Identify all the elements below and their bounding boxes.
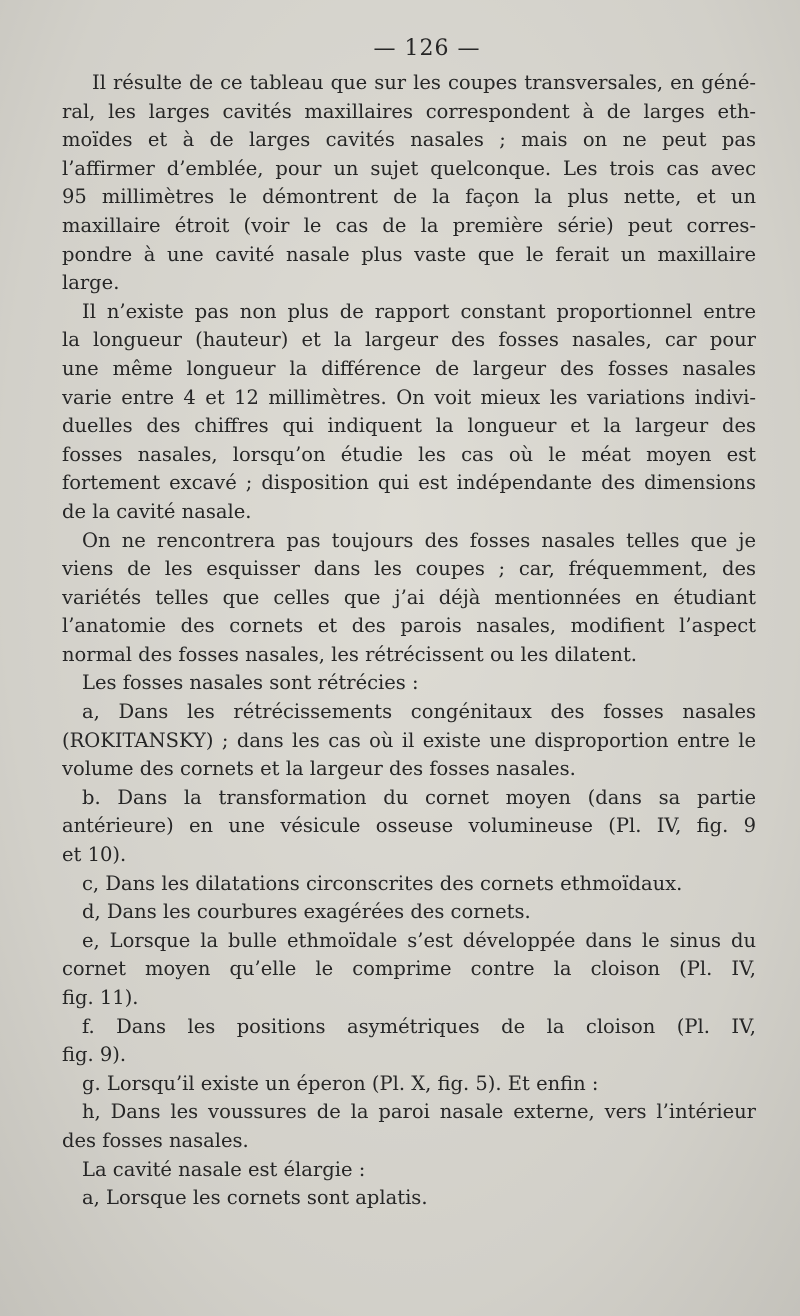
text-line: des fosses nasales. bbox=[62, 1128, 249, 1152]
list-item-a: a, Dans les rétrécissements congénitaux des fosses nasales bbox=[82, 700, 756, 724]
text-line: large. bbox=[62, 271, 120, 295]
text-line: une même longueur la différence de largeur des fosses nasales bbox=[62, 356, 756, 380]
list-item-d: d, Dans les courbures exagérées des cornets. bbox=[82, 900, 531, 924]
text-line: antérieure) en une vésicule osseuse volumineuse (Pl. IV, fig. 9 bbox=[62, 814, 756, 838]
list-item-f: f. Dans les positions asymétriques de la cloison (Pl. IV, bbox=[82, 1014, 756, 1038]
body-text bbox=[62, 69, 756, 1213]
text-line: duelles des chiffres qui indiquent la longueur et la largeur des bbox=[62, 414, 756, 438]
text-line: Il n’existe pas non plus de rapport constant proportionnel entre bbox=[82, 299, 756, 323]
list-item-h: h, Dans les voussures de la paroi nasale externe, vers l’intérieur bbox=[82, 1100, 756, 1124]
text-line: de la cavité nasale. bbox=[62, 499, 252, 523]
text-line: moïdes et à de larges cavités nasales ; mais on ne peut pas bbox=[62, 128, 756, 152]
text-line: On ne rencontrera pas toujours des fosses nasales telles que je bbox=[82, 528, 756, 552]
text-line: varie entre 4 et 12 millimètres. On voit mieux les variations indivi- bbox=[62, 385, 756, 409]
text-line: fortement excavé ; disposition qui est indépendante des dimensions bbox=[62, 471, 756, 495]
text-line: Il résulte de ce tableau que sur les coupes transversales, en géné- bbox=[92, 71, 756, 94]
text-line: la longueur (hauteur) et la largeur des fosses nasales, car pour bbox=[62, 328, 756, 352]
text-line: variétés telles que celles que j’ai déjà mentionnées en étudiant bbox=[62, 585, 756, 609]
list-item-c: c, Dans les dilatations circonscrites des cornets ethmoïdaux. bbox=[82, 871, 683, 895]
text-line: l’anatomie des cornets et des parois nasales, modifient l’aspect bbox=[62, 614, 756, 638]
text-line: et 10). bbox=[62, 843, 127, 867]
list-item-g: g. Lorsqu’il existe un éperon (Pl. X, fig. 5). Et enfin : bbox=[82, 1071, 599, 1095]
text-line: fosses nasales, lorsqu’on étudie les cas où le méat moyen est bbox=[62, 442, 756, 466]
text-line: 95 millimètres le démontrent de la façon la plus nette, et un bbox=[62, 185, 756, 209]
list-item-a: a, Lorsque les cornets sont aplatis. bbox=[82, 1186, 428, 1210]
text-line: normal des fosses nasales, les rétrécissent ou les dilatent. bbox=[62, 642, 637, 666]
page-number: — 126 — bbox=[373, 36, 481, 61]
text-line: viens de les esquisser dans les coupes ; car, fréquemment, des bbox=[62, 557, 756, 581]
text-line: ral, les larges cavités maxillaires correspondent à de larges eth- bbox=[62, 99, 756, 123]
text-line: maxillaire étroit (voir le cas de la première série) peut corres- bbox=[62, 213, 756, 237]
text-line: La cavité nasale est élargie : bbox=[82, 1157, 366, 1181]
list-item-e: e, Lorsque la bulle ethmoïdale s’est développée dans le sinus du bbox=[82, 928, 756, 952]
text-line: cornet moyen qu’elle le comprime contre la cloison (Pl. IV, bbox=[62, 957, 756, 981]
text-line: l’affirmer d’emblée, pour un sujet quelconque. Les trois cas avec bbox=[62, 156, 756, 180]
list-item-b: b. Dans la transformation du cornet moyen (dans sa partie bbox=[82, 785, 756, 809]
text-line: (ROKITANSKY) ; dans les cas où il existe une disproportion entre le bbox=[62, 728, 756, 752]
text-line: fig. 11). bbox=[62, 986, 139, 1009]
text-line: fig. 9). bbox=[62, 1043, 127, 1067]
text-line: Les fosses nasales sont rétrécies : bbox=[82, 671, 419, 695]
text-line: pondre à une cavité nasale plus vaste que le ferait un maxillaire bbox=[62, 242, 756, 266]
text-line: volume des cornets et la largeur des fosses nasales. bbox=[62, 757, 576, 781]
